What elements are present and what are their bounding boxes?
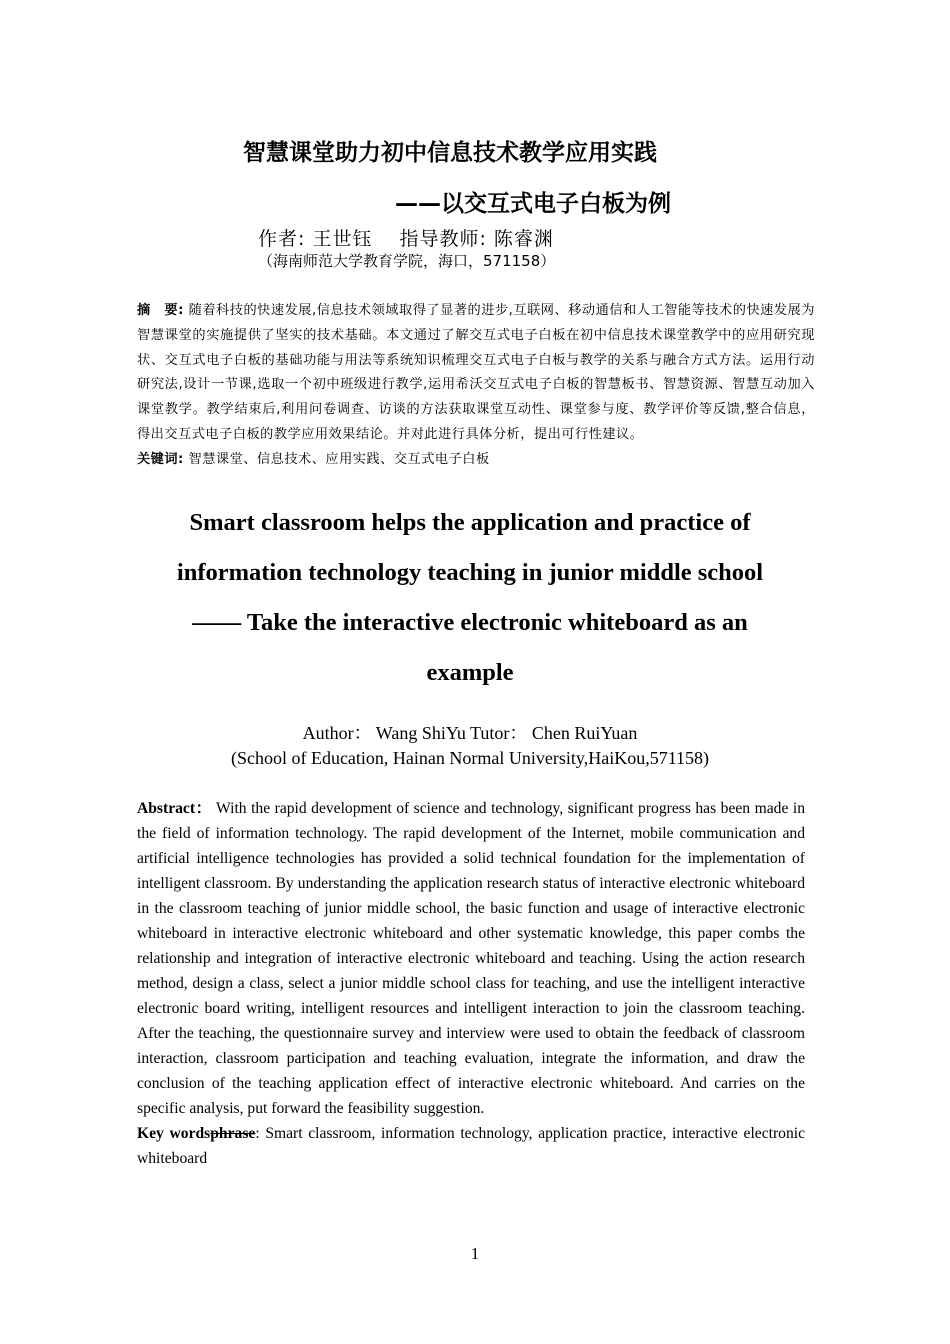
en-abstract-label: Abstract： (137, 800, 212, 817)
cn-keywords-label: 关键词: (137, 451, 184, 467)
en-keywords-separator: : (255, 1125, 260, 1142)
en-author-line: Author： Wang ShiYu Tutor： Chen RuiYuan (302, 723, 638, 743)
en-title-line2: information technology teaching in junior middle school (176, 559, 764, 586)
en-abstract-block (137, 796, 805, 1171)
en-title-line4: example (426, 659, 514, 686)
en-title-block (100, 498, 840, 698)
en-keywords-label (137, 1125, 255, 1142)
cn-abstract-block (137, 299, 815, 473)
cn-abstract-label: 摘 要: (137, 303, 184, 318)
en-affiliation: (School of Education, Hainan Normal University,HaiKou,571158) (230, 748, 710, 768)
en-abstract-text: With the rapid development of science and technology, significant progress has been made in the field of information technology. The rapid development of the Internet, mobile communication and artificial intelligence technologies has provided a solid technical foundation for the implementation of intelligent classroom. By understanding the application research status of interactive electronic whiteboard in the classroom teaching of junior middle school, the basic function and usage of interactive electronic whiteboard in interactive electronic whiteboard and other systematic knowledge, this paper combs the relationship and integration of interactive electronic whiteboard and teaching. Using the action research method, design a class, select a junior middle school class for teaching, and use the intelligent interactive electronic board writing, intelligent resources and intelligent interaction to join the classroom teaching. After the teaching, the questionnaire survey and interview were used to obtain the feedback of classroom interaction, classroom participation and teaching evaluation, integrate the information, and draw the conclusion of the teaching application effect of interactive electronic whiteboard. And carries on the specific analysis, put forward the feasibility suggestion. (137, 800, 805, 1117)
en-title-line1: Smart classroom helps the application and practice of (189, 509, 751, 536)
cn-title-line1: 智慧课堂助力初中信息技术教学应用实践 (243, 140, 657, 166)
page-number: 1 (470, 1244, 480, 1263)
en-keywords-label-main: Key words (137, 1125, 211, 1142)
en-keywords-text: Smart classroom, information technology, application practice, interactive electronic whiteboard (137, 1125, 805, 1167)
cn-abstract-paragraph (137, 299, 815, 448)
cn-title-line2: ——以交互式电子白板为例 (395, 191, 671, 217)
cn-abstract-text: 随着科技的快速发展,信息技术领域取得了显著的进步,互联网、移动通信和人工智能等技术的快速发展为智慧课堂的实施提供了坚实的技术基础。本文通过了解交互式电子白板在初中信息技术课堂教学中的应用研究现状、交互式电子白板的基础功能与用法等系统知识梳理交互式电子白板与教学的关系与融合方式方法。运用行动研究法,设计一节课,选取一个初中班级进行教学,运用希沃交互式电子白板的智慧板书、智慧资源、智慧互动加入课堂教学。教学结束后,利用问卷调查、访谈的方法获取课堂互动性、课堂参与度、教学评价等反馈,整合信息，得出交互式电子白板的教学应用效果结论。并对此进行具体分析，提出可行性建议。 (137, 303, 815, 442)
cn-affiliation: （海南师范大学教育学院，海口，571158） (258, 252, 556, 270)
cn-author-line: 作者: 王世钰 指导教师: 陈睿渊 (258, 228, 554, 250)
en-keywords-label-struck: phrase (210, 1125, 256, 1142)
en-abstract-paragraph (137, 796, 805, 1121)
cn-keywords-paragraph (137, 448, 815, 473)
cn-keywords-text: 智慧课堂、信息技术、应用实践、交互式电子白板 (188, 451, 490, 467)
en-keywords-paragraph (137, 1121, 805, 1171)
en-title-line3: —— Take the interactive electronic whiteboard as an (192, 609, 748, 636)
